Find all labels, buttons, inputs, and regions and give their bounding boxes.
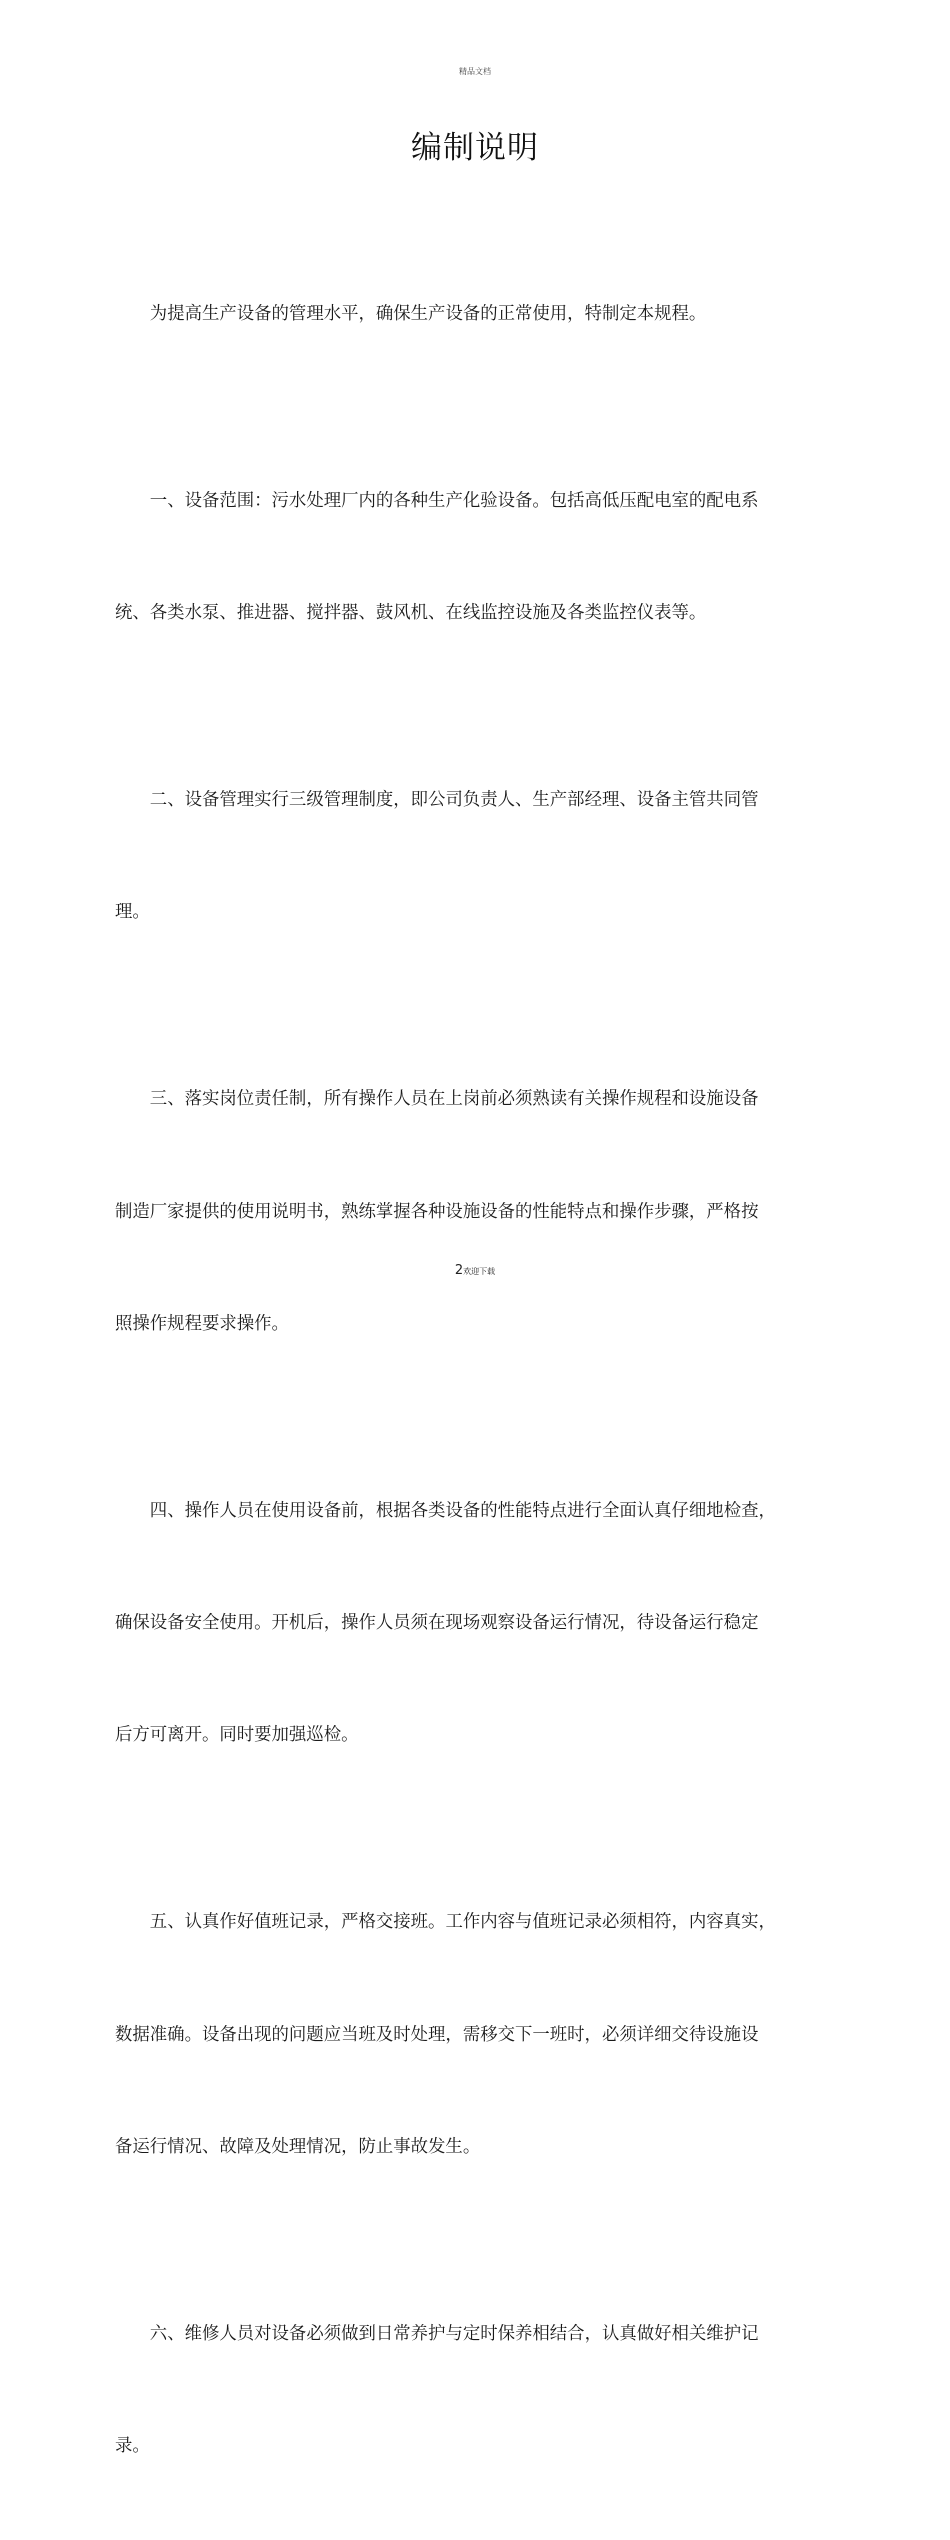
page-footer [0,1259,950,1278]
paragraph-line: 录。 [115,2435,150,2456]
paragraph-line: 四、操作人员在使用设备前，根据各类设备的性能特点进行全面认真仔细地检查， [149,1500,776,1521]
document-title: 编制说明 [411,130,539,166]
paragraph-line: 制造厂家提供的使用说明书，熟练掌握各种设施设备的性能特点和操作步骤，严格按 [115,1201,759,1222]
header-note: 精品文档 [459,67,491,76]
footer-note: 欢迎下载 [463,1267,496,1276]
paragraph-responsibility [115,1007,790,1418]
paragraph-intro [115,221,790,408]
paragraph-line: 为提高生产设备的管理水平，确保生产设备的正常使用，特制定本规程。 [149,303,707,324]
paragraph-line: 照操作规程要求操作。 [115,1313,289,1334]
paragraph-equipment-scope [115,408,790,707]
paragraph-line: 数据准确。设备出现的问题应当班及时处理，需移交下一班时，必须详细交待设施设 [115,2024,759,2045]
paragraph-shift-records [115,1829,790,2240]
paragraph-management-levels [115,707,790,1006]
paragraph-line: 二、设备管理实行三级管理制度，即公司负责人、生产部经理、设备主管共同管 [149,790,759,811]
paragraph-maintenance [115,2241,790,2540]
paragraph-line: 统、各类水泵、推进器、搅拌器、鼓风机、在线监控设施及各类监控仪表等。 [115,603,707,624]
page-number: 2 [454,1263,464,1278]
paragraph-line: 一、设备范围：污水处理厂内的各种生产化验设备。包括高低压配电室的配电系 [149,490,759,511]
paragraph-line: 三、落实岗位责任制，所有操作人员在上岗前必须熟读有关操作规程和设施设备 [149,1089,759,1110]
paragraph-line: 五、认真作好值班记录，严格交接班。工作内容与值班记录必须相符，内容真实， [149,1912,776,1933]
paragraph-line: 备运行情况、故障及处理情况，防止事故发生。 [115,2136,481,2157]
document-body [115,221,790,2540]
paragraph-line: 六、维修人员对设备必须做到日常养护与定时保养相结合，认真做好相关维护记 [149,2323,759,2344]
paragraph-line: 确保设备安全使用。开机后，操作人员须在现场观察设备运行情况，待设备运行稳定 [115,1613,759,1634]
paragraph-inspection [115,1418,790,1829]
paragraph-line: 后方可离开。同时要加强巡检。 [115,1725,359,1746]
paragraph-line: 理。 [115,902,150,923]
